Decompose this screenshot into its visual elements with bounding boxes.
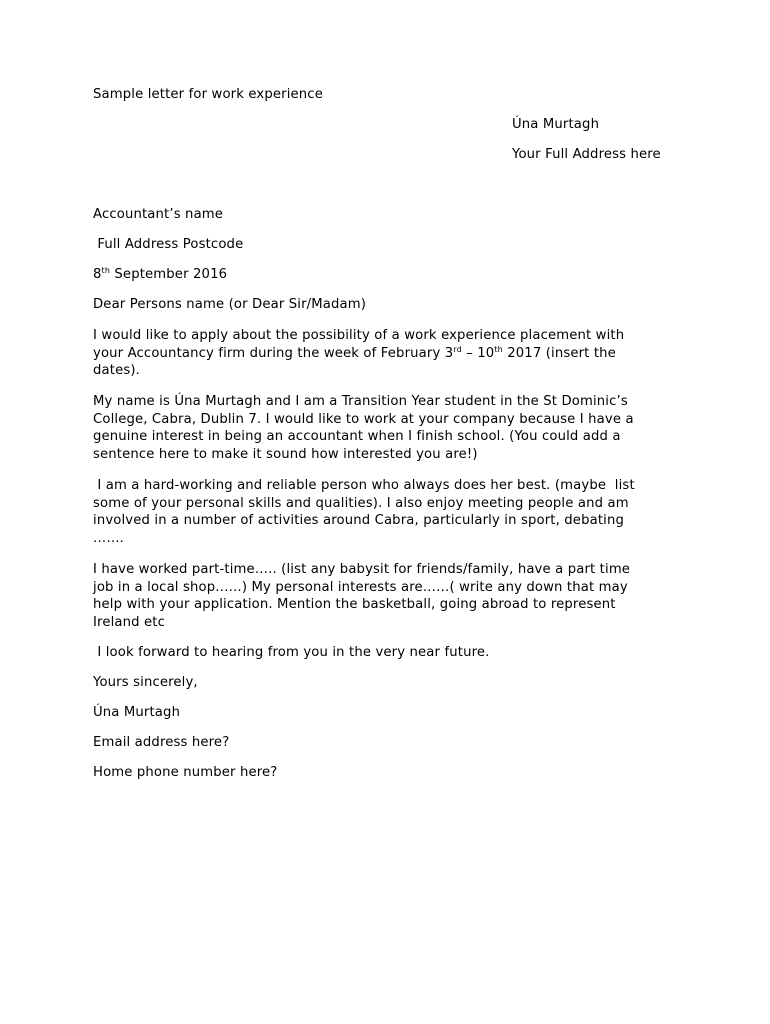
sign-off: Yours sincerely,: [93, 675, 198, 690]
paragraph-line: dates).: [93, 363, 140, 378]
paragraph-line: [93, 345, 683, 363]
paragraph-line: help with your application. Mention the basketball, going abroad to represent: [93, 597, 616, 612]
date-suffix: th: [101, 266, 111, 275]
sender-address: Your Full Address here: [512, 147, 661, 162]
paragraph-line: My name is Úna Murtagh and I am a Transition Year student in the St Dominic’s: [93, 394, 628, 409]
recipient-name: Accountant’s name: [93, 207, 224, 222]
phone-placeholder: Home phone number here?: [93, 765, 278, 780]
closing-line: I look forward to hearing from you in the very near future.: [93, 645, 490, 660]
paragraph-line: some of your personal skills and qualities). I also enjoy meeting people and am: [93, 495, 629, 511]
sender-name: Úna Murtagh: [512, 117, 600, 132]
paragraph-line: job in a local shop……) My personal interests are……( write any down that may: [93, 579, 628, 595]
paragraph-line: involved in a number of activities around Cabra, particularly in sport, debating: [93, 513, 624, 528]
signature-name: Úna Murtagh: [93, 705, 181, 720]
paragraph-2: [93, 393, 683, 463]
email-placeholder: Email address here?: [93, 735, 230, 750]
paragraph-line: sentence here to make it sound how interested you are!): [93, 446, 478, 462]
paragraph-line: genuine interest in being an accountant when I finish school. (You could add a: [93, 429, 621, 444]
ordinal-suffix: rd: [453, 344, 462, 354]
paragraph-line: I have worked part-time….. (list any babysit for friends/family, have a part time: [93, 562, 631, 577]
text-run: 2017 (insert the: [502, 345, 616, 361]
paragraph-line: …….: [93, 530, 125, 546]
paragraph-line: Ireland etc: [93, 614, 165, 630]
paragraph-4: [93, 561, 683, 631]
text-run: your Accountancy firm during the week of February 3: [93, 345, 454, 361]
paragraph-line: College, Cabra, Dublin 7. I would like to work at your company because I have a: [93, 411, 634, 427]
text-run: – 10: [461, 345, 495, 361]
letter-date: [93, 266, 227, 284]
date-day: 8: [93, 267, 102, 282]
salutation: Dear Persons name (or Dear Sir/Madam): [93, 297, 367, 312]
letter-title: Sample letter for work experience: [93, 87, 323, 102]
paragraph-line: I am a hard-working and reliable person who always does her best. (maybe list: [93, 478, 635, 493]
paragraph-line: I would like to apply about the possibility of a work experience placement with: [93, 328, 625, 343]
ordinal-suffix: th: [494, 344, 503, 354]
recipient-address: Full Address Postcode: [93, 237, 244, 252]
paragraph-3: [93, 477, 683, 547]
date-rest: September 2016: [110, 267, 228, 282]
paragraph-1: [93, 327, 683, 380]
